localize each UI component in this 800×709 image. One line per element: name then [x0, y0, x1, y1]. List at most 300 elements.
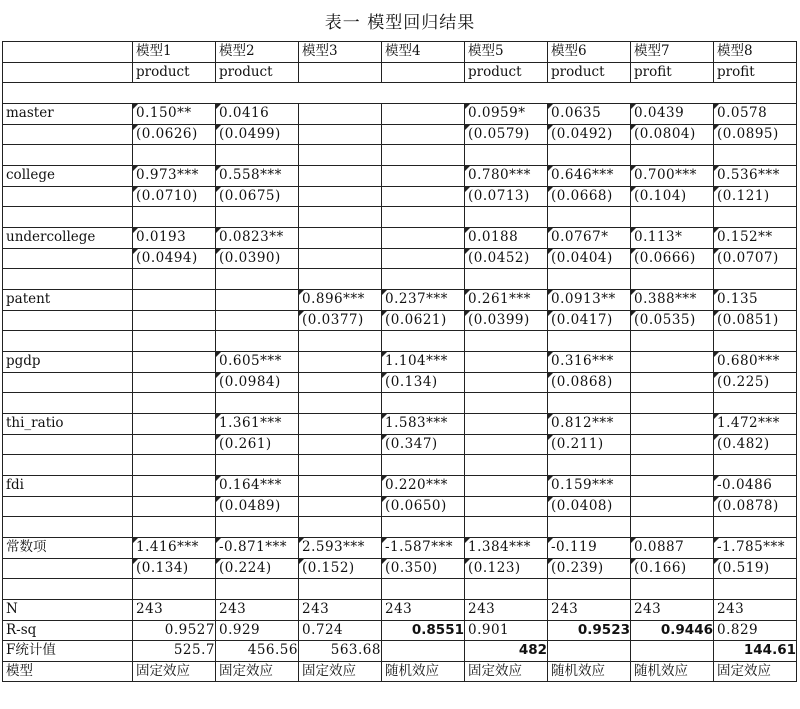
spacer-cell — [3, 331, 133, 352]
se-cell — [299, 248, 382, 269]
coef-cell: 0.113* — [631, 228, 714, 249]
spacer-cell — [465, 145, 548, 166]
coef-row — [3, 104, 797, 125]
coef-cell: 0.237*** — [382, 290, 465, 311]
coef-cell — [133, 290, 216, 311]
spacer-cell — [714, 331, 797, 352]
spacer-cell — [631, 145, 714, 166]
se-cell — [465, 434, 548, 455]
spacer-cell — [3, 393, 133, 414]
dep-var-header: product — [548, 62, 631, 83]
spacer-cell — [3, 579, 133, 600]
spacer-cell — [299, 207, 382, 228]
spacer-cell — [465, 455, 548, 476]
model-header: 模型8 — [714, 42, 797, 63]
spacer-cell — [3, 517, 133, 538]
spacer-cell — [631, 393, 714, 414]
se-row — [3, 248, 797, 269]
se-cell: (0.224) — [216, 558, 299, 579]
model-header: 模型1 — [133, 42, 216, 63]
se-cell: (0.123) — [465, 558, 548, 579]
se-cell: (0.0621) — [382, 310, 465, 331]
se-cell: (0.0499) — [216, 124, 299, 145]
spacer-cell — [3, 145, 133, 166]
model-type-cell: 固定效应 — [216, 661, 299, 682]
se-row — [3, 496, 797, 517]
variable-label-empty — [3, 372, 133, 393]
corner-cell — [3, 42, 133, 63]
spacer-cell — [714, 393, 797, 414]
se-cell: (0.0710) — [133, 186, 216, 207]
variable-label-empty — [3, 124, 133, 145]
coef-cell: 1.361*** — [216, 414, 299, 435]
coef-cell — [465, 476, 548, 497]
spacer-cell — [548, 455, 631, 476]
coef-cell: 0.152** — [714, 228, 797, 249]
spacer-cell — [631, 207, 714, 228]
se-cell — [133, 310, 216, 331]
dep-var-header — [299, 62, 382, 83]
se-cell — [299, 186, 382, 207]
coef-cell: 0.0193 — [133, 228, 216, 249]
se-cell: (0.0713) — [465, 186, 548, 207]
coef-cell: 0.812*** — [548, 414, 631, 435]
coef-cell: 0.700*** — [631, 166, 714, 187]
se-cell — [299, 434, 382, 455]
model-header: 模型2 — [216, 42, 299, 63]
spacer-cell — [299, 393, 382, 414]
se-cell — [631, 434, 714, 455]
variable-label-empty — [3, 310, 133, 331]
se-cell: (0.225) — [714, 372, 797, 393]
spacer-cell — [548, 145, 631, 166]
variable-label: pgdp — [3, 352, 133, 373]
se-cell: (0.134) — [133, 558, 216, 579]
variable-label-empty — [3, 496, 133, 517]
coef-cell — [133, 476, 216, 497]
coef-cell: 0.0188 — [465, 228, 548, 249]
variable-label-empty — [3, 434, 133, 455]
spacer-cell — [133, 517, 216, 538]
rsq-cell: 0.9523 — [548, 620, 631, 641]
coef-cell: 0.558*** — [216, 166, 299, 187]
coef-cell — [299, 476, 382, 497]
spacer-cell — [133, 393, 216, 414]
spacer-cell — [133, 455, 216, 476]
se-cell — [299, 372, 382, 393]
se-cell: (0.0417) — [548, 310, 631, 331]
coef-cell: 0.0635 — [548, 104, 631, 125]
spacer-row — [3, 517, 797, 538]
spacer-cell — [465, 269, 548, 290]
spacer-cell — [714, 579, 797, 600]
spacer-cell — [133, 145, 216, 166]
spacer-cell — [216, 579, 299, 600]
spacer-cell — [299, 269, 382, 290]
spacer-cell — [382, 517, 465, 538]
spacer-cell — [382, 455, 465, 476]
corner-cell — [3, 62, 133, 83]
f-cell: 525.7 — [133, 641, 216, 662]
f-cell: 482 — [465, 641, 548, 662]
header-models-row — [3, 42, 797, 63]
coef-cell — [216, 290, 299, 311]
se-cell — [299, 124, 382, 145]
table-title: 表一 模型回归结果 — [324, 13, 476, 33]
se-row — [3, 372, 797, 393]
spacer-row — [3, 393, 797, 414]
se-cell — [382, 124, 465, 145]
model-type-cell: 随机效应 — [548, 661, 631, 682]
variable-label: undercollege — [3, 228, 133, 249]
coef-row — [3, 290, 797, 311]
coef-cell: 0.316*** — [548, 352, 631, 373]
coef-row — [3, 476, 797, 497]
coef-cell: -0.119 — [548, 538, 631, 559]
se-row — [3, 124, 797, 145]
n-cell: 243 — [631, 600, 714, 621]
n-cell: 243 — [299, 600, 382, 621]
spacer-cell — [465, 207, 548, 228]
spacer-cell — [714, 455, 797, 476]
variable-label-empty — [3, 186, 133, 207]
f-cell — [548, 641, 631, 662]
header-depvar-row — [3, 62, 797, 83]
variable-label-empty — [3, 558, 133, 579]
spacer-cell — [216, 393, 299, 414]
se-row — [3, 310, 797, 331]
se-cell: (0.347) — [382, 434, 465, 455]
dep-var-header — [382, 62, 465, 83]
se-row — [3, 434, 797, 455]
se-cell: (0.0535) — [631, 310, 714, 331]
coef-cell: 1.416*** — [133, 538, 216, 559]
rsq-cell: 0.829 — [714, 620, 797, 641]
se-cell: (0.211) — [548, 434, 631, 455]
n-cell: 243 — [133, 600, 216, 621]
se-cell — [631, 372, 714, 393]
se-cell: (0.0489) — [216, 496, 299, 517]
coef-cell — [631, 414, 714, 435]
spacer-row — [3, 455, 797, 476]
spacer-row — [3, 145, 797, 166]
coef-cell: 0.0913** — [548, 290, 631, 311]
se-cell: (0.239) — [548, 558, 631, 579]
regression-table — [2, 41, 797, 682]
se-cell: (0.0707) — [714, 248, 797, 269]
se-cell — [216, 310, 299, 331]
f-cell: 144.61 — [714, 641, 797, 662]
se-cell: (0.0895) — [714, 124, 797, 145]
coef-cell: 0.896*** — [299, 290, 382, 311]
se-cell — [133, 434, 216, 455]
spacer-row — [3, 579, 797, 600]
coef-cell: 0.780*** — [465, 166, 548, 187]
coef-cell: 0.159*** — [548, 476, 631, 497]
spacer-cell — [631, 517, 714, 538]
coef-cell: 0.0823** — [216, 228, 299, 249]
spacer-cell — [714, 145, 797, 166]
se-cell: (0.0804) — [631, 124, 714, 145]
se-cell — [382, 248, 465, 269]
se-cell: (0.482) — [714, 434, 797, 455]
spacer-cell — [216, 207, 299, 228]
se-cell: (0.104) — [631, 186, 714, 207]
coef-cell — [299, 166, 382, 187]
n-row — [3, 600, 797, 621]
coef-row — [3, 414, 797, 435]
variable-label: patent — [3, 290, 133, 311]
coef-cell: 0.680*** — [714, 352, 797, 373]
se-cell: (0.0851) — [714, 310, 797, 331]
spacer-row — [3, 83, 797, 104]
spacer-cell — [382, 579, 465, 600]
dep-var-header: profit — [631, 62, 714, 83]
f-row — [3, 641, 797, 662]
spacer-cell — [216, 145, 299, 166]
coef-row — [3, 538, 797, 559]
f-cell: 456.56 — [216, 641, 299, 662]
coef-cell: 0.220*** — [382, 476, 465, 497]
se-cell — [133, 496, 216, 517]
se-cell: (0.0452) — [465, 248, 548, 269]
coef-cell: -0.0486 — [714, 476, 797, 497]
spacer-cell — [216, 331, 299, 352]
spacer-cell — [631, 331, 714, 352]
spacer-cell — [299, 579, 382, 600]
coef-cell — [299, 352, 382, 373]
spacer-cell — [548, 269, 631, 290]
rsq-cell: 0.9446 — [631, 620, 714, 641]
model-type-cell: 固定效应 — [465, 661, 548, 682]
coef-cell — [631, 476, 714, 497]
spacer-cell — [465, 393, 548, 414]
dep-var-header: product — [133, 62, 216, 83]
se-cell: (0.0868) — [548, 372, 631, 393]
variable-label: fdi — [3, 476, 133, 497]
se-cell: (0.0399) — [465, 310, 548, 331]
coef-cell: 0.388*** — [631, 290, 714, 311]
rsq-cell: 0.724 — [299, 620, 382, 641]
se-cell: (0.152) — [299, 558, 382, 579]
se-cell: (0.0492) — [548, 124, 631, 145]
dep-var-header: product — [216, 62, 299, 83]
spacer-cell — [216, 517, 299, 538]
n-cell: 243 — [382, 600, 465, 621]
n-label: N — [3, 600, 133, 621]
coef-cell: 0.135 — [714, 290, 797, 311]
spacer-cell — [216, 269, 299, 290]
coef-cell: 0.646*** — [548, 166, 631, 187]
coef-cell: -1.587*** — [382, 538, 465, 559]
variable-label-empty — [3, 248, 133, 269]
n-cell: 243 — [465, 600, 548, 621]
rsq-label: R-sq — [3, 620, 133, 641]
se-cell — [465, 496, 548, 517]
spacer-cell — [3, 455, 133, 476]
se-cell: (0.0494) — [133, 248, 216, 269]
spacer-cell — [133, 331, 216, 352]
se-cell: (0.121) — [714, 186, 797, 207]
coef-cell: 1.104*** — [382, 352, 465, 373]
se-cell: (0.0579) — [465, 124, 548, 145]
coef-cell: 0.0578 — [714, 104, 797, 125]
coef-cell: 0.0959* — [465, 104, 548, 125]
spacer-cell — [133, 579, 216, 600]
se-cell — [133, 372, 216, 393]
model-header: 模型4 — [382, 42, 465, 63]
n-cell: 243 — [548, 600, 631, 621]
se-cell: (0.134) — [382, 372, 465, 393]
se-cell — [299, 496, 382, 517]
model-header: 模型7 — [631, 42, 714, 63]
se-cell: (0.0650) — [382, 496, 465, 517]
coef-cell: 1.583*** — [382, 414, 465, 435]
spacer-cell — [133, 207, 216, 228]
coef-cell: 2.593*** — [299, 538, 382, 559]
spacer-cell — [548, 517, 631, 538]
coef-cell: 0.0887 — [631, 538, 714, 559]
coef-cell: -0.871*** — [216, 538, 299, 559]
variable-label: 常数项 — [3, 538, 133, 559]
n-cell: 243 — [216, 600, 299, 621]
rsq-cell: 0.901 — [465, 620, 548, 641]
coef-row — [3, 352, 797, 373]
coef-cell — [133, 414, 216, 435]
spacer-cell — [465, 331, 548, 352]
spacer-cell — [548, 331, 631, 352]
spacer-cell — [299, 331, 382, 352]
se-cell: (0.519) — [714, 558, 797, 579]
coef-cell: 0.605*** — [216, 352, 299, 373]
coef-cell — [382, 166, 465, 187]
coef-cell — [299, 228, 382, 249]
model-type-cell: 固定效应 — [714, 661, 797, 682]
spacer-cell — [3, 207, 133, 228]
se-cell: (0.0377) — [299, 310, 382, 331]
spacer-cell — [548, 393, 631, 414]
spacer-cell — [382, 331, 465, 352]
coef-cell — [382, 104, 465, 125]
se-cell: (0.0668) — [548, 186, 631, 207]
f-cell: 563.68 — [299, 641, 382, 662]
coef-cell — [465, 414, 548, 435]
spacer-row — [3, 331, 797, 352]
se-cell: (0.0390) — [216, 248, 299, 269]
coef-cell: 1.384*** — [465, 538, 548, 559]
se-cell: (0.166) — [631, 558, 714, 579]
spacer-cell — [382, 269, 465, 290]
se-cell: (0.0675) — [216, 186, 299, 207]
spacer-cell — [382, 207, 465, 228]
model-header: 模型6 — [548, 42, 631, 63]
spacer-cell — [631, 455, 714, 476]
se-cell — [631, 496, 714, 517]
spacer-cell — [631, 269, 714, 290]
se-cell — [465, 372, 548, 393]
se-cell — [382, 186, 465, 207]
spacer-cell — [631, 579, 714, 600]
coef-cell: 0.0767* — [548, 228, 631, 249]
model-header: 模型5 — [465, 42, 548, 63]
coef-row — [3, 228, 797, 249]
coef-cell: 0.973*** — [133, 166, 216, 187]
f-cell — [382, 641, 465, 662]
coef-cell: 0.536*** — [714, 166, 797, 187]
f-label: F统计值 — [3, 641, 133, 662]
rsq-cell: 0.929 — [216, 620, 299, 641]
coef-cell: 0.150** — [133, 104, 216, 125]
se-cell: (0.0404) — [548, 248, 631, 269]
spacer-cell — [299, 517, 382, 538]
coef-cell: 1.472*** — [714, 414, 797, 435]
coef-cell — [465, 352, 548, 373]
spacer-cell — [3, 269, 133, 290]
spacer-cell — [714, 517, 797, 538]
spacer-row — [3, 269, 797, 290]
coef-cell — [133, 352, 216, 373]
coef-cell — [299, 104, 382, 125]
dep-var-header: product — [465, 62, 548, 83]
coef-cell — [299, 414, 382, 435]
model-type-cell: 随机效应 — [631, 661, 714, 682]
se-cell: (0.261) — [216, 434, 299, 455]
se-cell: (0.0984) — [216, 372, 299, 393]
se-row — [3, 186, 797, 207]
spacer-cell — [299, 455, 382, 476]
coef-cell: 0.0439 — [631, 104, 714, 125]
spacer-cell — [299, 145, 382, 166]
coef-cell — [631, 352, 714, 373]
spacer-cell — [548, 207, 631, 228]
se-cell: (0.0878) — [714, 496, 797, 517]
coef-row — [3, 166, 797, 187]
spacer-row — [3, 207, 797, 228]
f-cell — [631, 641, 714, 662]
se-cell: (0.0626) — [133, 124, 216, 145]
spacer-cell — [216, 455, 299, 476]
se-cell: (0.350) — [382, 558, 465, 579]
coef-cell — [382, 228, 465, 249]
rsq-cell: 0.8551 — [382, 620, 465, 641]
spacer-cell — [382, 145, 465, 166]
coef-cell: 0.164*** — [216, 476, 299, 497]
spacer-cell — [714, 207, 797, 228]
se-cell: (0.0666) — [631, 248, 714, 269]
rsq-row — [3, 620, 797, 641]
spacer-cell — [465, 579, 548, 600]
n-cell: 243 — [714, 600, 797, 621]
dep-var-header: profit — [714, 62, 797, 83]
model-type-cell: 固定效应 — [133, 661, 216, 682]
coef-cell: 0.261*** — [465, 290, 548, 311]
variable-label: thi_ratio — [3, 414, 133, 435]
se-cell: (0.0408) — [548, 496, 631, 517]
spacer-cell — [714, 269, 797, 290]
model-label: 模型 — [3, 661, 133, 682]
rsq-cell: 0.9527 — [133, 620, 216, 641]
model-header: 模型3 — [299, 42, 382, 63]
spacer-cell — [465, 517, 548, 538]
model-type-row — [3, 661, 797, 682]
model-type-cell: 固定效应 — [299, 661, 382, 682]
spacer-cell — [382, 393, 465, 414]
variable-label: college — [3, 166, 133, 187]
variable-label: master — [3, 104, 133, 125]
coef-cell: 0.0416 — [216, 104, 299, 125]
spacer-cell — [133, 269, 216, 290]
spacer-cell — [548, 579, 631, 600]
